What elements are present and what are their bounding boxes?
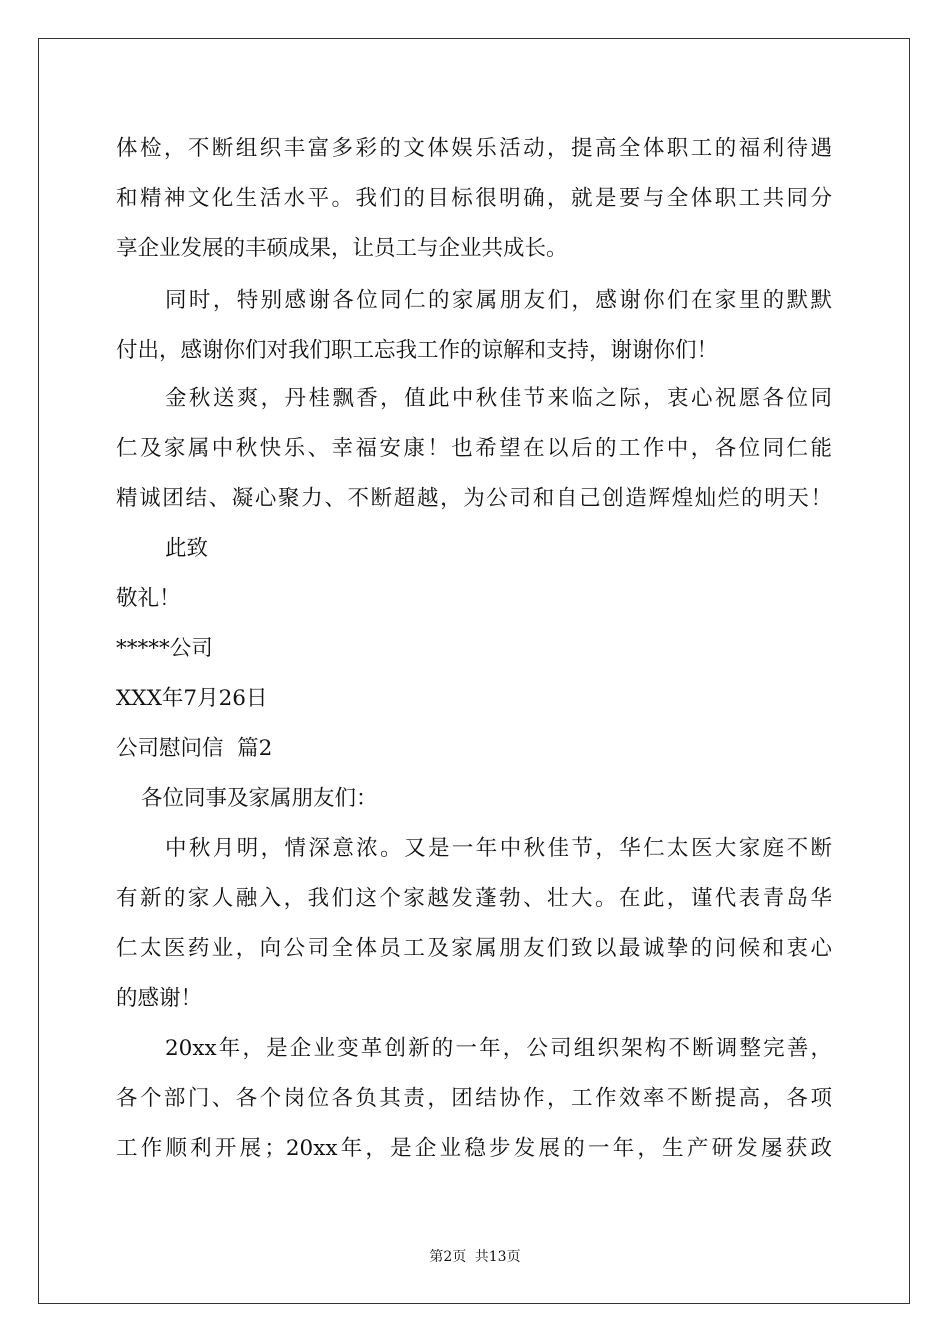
body-line: 中秋月明，情深意浓。又是一年中秋佳节，华仁太医大家庭不断: [165, 836, 832, 861]
body-line: 工作顺利开展；20xx年，是企业稳步发展的一年，生产研发屡获政: [116, 1136, 832, 1161]
page-footer: [0, 1247, 950, 1267]
greeting: 各位同事及家属朋友们：: [141, 786, 378, 811]
body-line: 仁太医药业，向公司全体员工及家属朋友们致以最诚挚的问候和衷心: [116, 936, 832, 961]
signature-date: XXX年7月26日: [116, 686, 268, 711]
body-line: 有新的家人融入，我们这个家越发蓬勃、壮大。在此，谨代表青岛华: [116, 886, 832, 911]
page-border: [38, 38, 910, 1304]
page-total: 共13页: [474, 1249, 521, 1265]
body-line: 和精神文化生活水平。我们的目标很明确，就是要与全体职工共同分: [116, 186, 832, 211]
closing-regards: 敬礼！: [116, 586, 181, 611]
section-title: 公司慰问信 篇2: [116, 736, 273, 761]
signature-company: *****公司: [116, 636, 213, 661]
body-line: 精诚团结、凝心聚力、不断超越，为公司和自己创造辉煌灿烂的明天！: [116, 486, 832, 511]
body-line: 仁及家属中秋快乐、幸福安康！也希望在以后的工作中，各位同仁能: [116, 436, 832, 461]
page-number: 第2页: [429, 1249, 467, 1265]
body-line: 各个部门、各个岗位各负其责，团结协作，工作效率不断提高，各项: [116, 1086, 832, 1111]
body-line: 付出，感谢你们对我们职工忘我工作的谅解和支持，谢谢你们！: [116, 338, 719, 363]
body-line: 金秋送爽，丹桂飘香，值此中秋佳节来临之际，衷心祝愿各位同: [165, 386, 832, 411]
body-line: 同时，特别感谢各位同仁的家属朋友们，感谢你们在家里的默默: [165, 288, 832, 313]
body-line: 的感谢！: [116, 986, 203, 1011]
body-line: 享企业发展的丰硕成果，让员工与企业共成长。: [116, 236, 568, 261]
closing-salutation: 此致: [165, 536, 209, 561]
body-line: 体检，不断组织丰富多彩的文体娱乐活动，提高全体职工的福利待遇: [116, 136, 832, 161]
body-line: 20xx年，是企业变革创新的一年，公司组织架构不断调整完善，: [165, 1036, 832, 1061]
